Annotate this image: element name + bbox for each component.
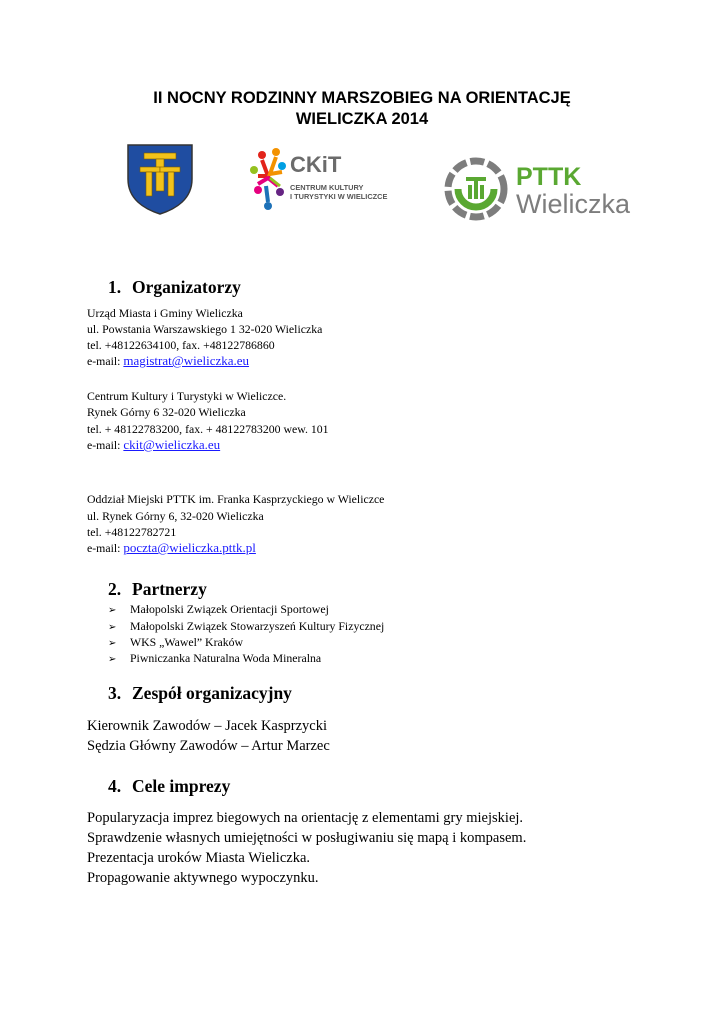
organizer-email-line <box>87 353 249 370</box>
section-number: 1. <box>108 277 122 297</box>
section-title: Partnerzy <box>132 579 207 599</box>
goal-line: Prezentacja uroków Miasta Wieliczka. <box>87 850 311 866</box>
document-title-line-2: WIELICZKA 2014 <box>295 110 429 128</box>
document-title-line-1: II NOCNY RODZINNY MARSZOBIEG NA ORIENTACJĘ <box>153 89 571 107</box>
arrow-bullet-icon: ➢ <box>108 622 117 633</box>
ckit-logo <box>248 146 400 216</box>
organizer-address: Rynek Górny 6 32-020 Wieliczka <box>87 405 246 419</box>
organizer-name: Urząd Miasta i Gminy Wieliczka <box>87 306 243 320</box>
email-link[interactable]: ckit@wieliczka.eu <box>123 437 221 452</box>
organizer-email-line <box>87 540 256 557</box>
partner-name: WKS „Wawel” Kraków <box>130 635 244 649</box>
arrow-bullet-icon: ➢ <box>108 638 117 649</box>
pttk-logo <box>444 155 644 223</box>
pttk-logo-abbr: PTTK <box>516 163 582 191</box>
arrow-bullet-icon: ➢ <box>108 654 117 665</box>
section-heading-goals <box>108 775 230 797</box>
section-heading-partners <box>108 578 207 600</box>
team-member: Kierownik Zawodów – Jacek Kasprzycki <box>87 718 327 734</box>
pttk-logo-city: Wieliczka <box>516 189 631 219</box>
email-link[interactable]: magistrat@wieliczka.eu <box>123 353 250 368</box>
organizer-name: Centrum Kultury i Turystyki w Wieliczce. <box>87 389 287 403</box>
arrow-bullet-icon: ➢ <box>108 605 117 616</box>
organizer-address: ul. Rynek Górny 6, 32-020 Wieliczka <box>87 509 264 523</box>
wieliczka-coat-of-arms-logo <box>126 143 194 215</box>
section-title: Cele imprezy <box>132 776 231 796</box>
organizer-phone: tel. +48122634100, fax. +48122786860 <box>87 338 275 352</box>
organizer-address: ul. Powstania Warszawskiego 1 32-020 Wieliczka <box>87 322 323 336</box>
section-title: Zespół organizacyjny <box>132 683 292 703</box>
partner-name: Małopolski Związek Stowarzyszeń Kultury Fizycznej <box>130 619 385 633</box>
organizer-name: Oddział Miejski PTTK im. Franka Kasprzyckiego w Wieliczce <box>87 492 385 506</box>
email-link[interactable]: poczta@wieliczka.pttk.pl <box>123 540 256 555</box>
email-label: e-mail: <box>87 354 124 368</box>
section-number: 3. <box>108 683 122 703</box>
goal-line: Popularyzacja imprez biegowych na orientację z elementami gry miejskiej. <box>87 810 524 826</box>
organizer-phone: tel. + 48122783200, fax. + 48122783200 wew. 101 <box>87 422 329 436</box>
goal-line: Propagowanie aktywnego wypoczynku. <box>87 870 319 886</box>
ckit-logo-line-1: CENTRUM KULTURY <box>290 183 364 192</box>
section-heading-organizers <box>108 276 241 298</box>
section-heading-team <box>108 682 292 704</box>
organizer-phone: tel. +48122782721 <box>87 525 177 539</box>
organizer-email-line <box>87 437 220 454</box>
ckit-logo-line-2: I TURYSTYKI W WIELICZCE <box>290 192 388 201</box>
section-title: Organizatorzy <box>132 277 241 297</box>
partner-name: Piwniczanka Naturalna Woda Mineralna <box>130 651 322 665</box>
section-number: 4. <box>108 776 122 796</box>
partner-name: Małopolski Związek Orientacji Sportowej <box>130 602 329 616</box>
email-label: e-mail: <box>87 438 124 452</box>
ckit-logo-abbr: CKiT <box>290 152 342 177</box>
goal-line: Sprawdzenie własnych umiejętności w posługiwaniu się mapą i kompasem. <box>87 830 527 846</box>
team-member: Sędzia Główny Zawodów – Artur Marzec <box>87 738 330 754</box>
list-item <box>108 650 321 668</box>
list-item <box>108 601 329 619</box>
section-number: 2. <box>108 579 122 599</box>
email-label: e-mail: <box>87 541 124 555</box>
